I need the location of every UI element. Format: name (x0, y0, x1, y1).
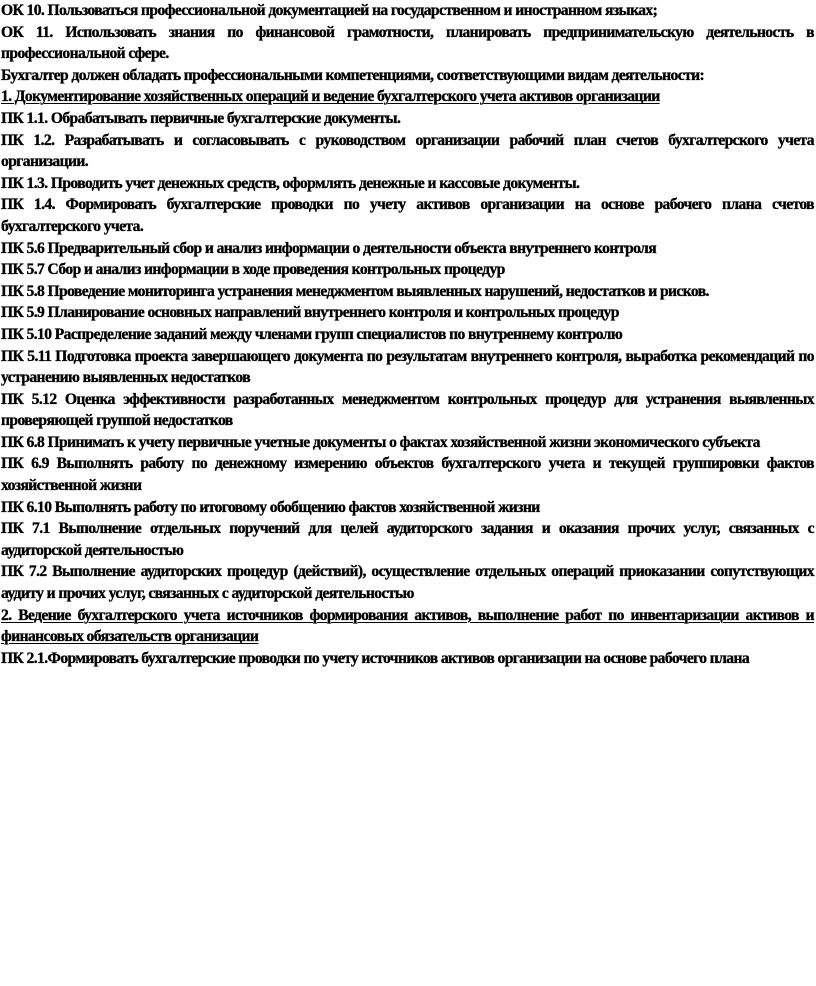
paragraph-pk-5-11: ПК 5.11 Подготовка проекта завершающего документа по результатам внутреннего контроля, выработка рекомендаций по устранению выявленных недостатков (1, 347, 814, 387)
paragraph-pk-5-8: ПК 5.8 Проведение мониторинга устранения менеджментом выявленных нарушений, недостатков и рисков. (1, 282, 709, 300)
paragraph-pk-5-6: ПК 5.6 Предварительный сбор и анализ информации о деятельности объекта внутреннего контроля (1, 239, 657, 257)
paragraph-pk-5-7: ПК 5.7 Сбор и анализ информации в ходе проведения контрольных процедур (1, 261, 505, 279)
paragraph-pk-1-4: ПК 1.4. Формировать бухгалтерские проводки по учету активов организации на основе рабочего плана счетов бухгалтерского учета. (1, 196, 814, 235)
paragraph-pk-1-3: ПК 1.3. Проводить учет денежных средств, оформлять денежные и кассовые документы. (1, 174, 580, 192)
paragraph-pk-2-1: ПК 2.1.Формировать бухгалтерские проводки по учету источников активов организации на основе рабочего плана (1, 649, 750, 667)
paragraph-pk-5-9: ПК 5.9 Планирование основных направлений внутреннего контроля и контрольных процедур (1, 304, 619, 322)
paragraph-pk-7-2: ПК 7.2 Выполнение аудиторских процедур (действий), осуществление отдельных операций приоказании сопутствующих аудиту и прочих услуг, связанных с аудиторской деятельностью (1, 563, 814, 603)
paragraph-ok10: ОК 10. Пользоваться профессиональной документацией на государственном и иностранном языках; (1, 2, 658, 19)
paragraph-pk-6-10: ПК 6.10 Выполнять работу по итоговому обобщению фактов хозяйственной жизни (1, 498, 540, 516)
paragraph-ok11: ОК 11. Использовать знания по финансовой грамотности, планировать предпринимательскую деятельность в профессиональной сфере. (1, 23, 814, 63)
paragraph-pk-5-12: ПК 5.12 Оценка эффективности разработанных менеджментом контрольных процедур для устранения выявленных проверяющей группой недостатков (1, 390, 814, 430)
paragraph-pk-7-1: ПК 7.1 Выполнение отдельных поручений для целей аудиторского задания и оказания прочих услуг, связанных с аудиторской деятельностью (1, 520, 814, 559)
paragraph-pk-6-9: ПК 6.9 Выполнять работу по денежному измерению объектов бухгалтерского учета и текущей группировки фактов хозяйственной жизни (1, 455, 814, 495)
paragraph-pk-1-2: ПК 1.2. Разрабатывать и согласовывать с руководством организации рабочий план счетов бухгалтерского учета организации. (1, 131, 814, 171)
paragraph-pk-6-8: ПК 6.8 Принимать к учету первичные учетные документы о фактах хозяйственной жизни экономического субъекта (1, 433, 760, 451)
paragraph-pk-1-1: ПК 1.1. Обрабатывать первичные бухгалтерские документы. (1, 109, 401, 127)
section-heading-2: 2. Ведение бухгалтерского учета источников формирования активов, выполнение работ по инвентаризации активов и финансовых обязательств организации (1, 606, 814, 646)
section-heading-1: 1. Документирование хозяйственных операций и ведение бухгалтерского учета активов организации (1, 88, 660, 106)
paragraph-competencies-intro: Бухгалтер должен обладать профессиональными компетенциями, соответствующими видам деятельности: (1, 66, 705, 84)
paragraph-pk-5-10: ПК 5.10 Распределение заданий между членами групп специалистов по внутреннему контролю (1, 325, 623, 343)
